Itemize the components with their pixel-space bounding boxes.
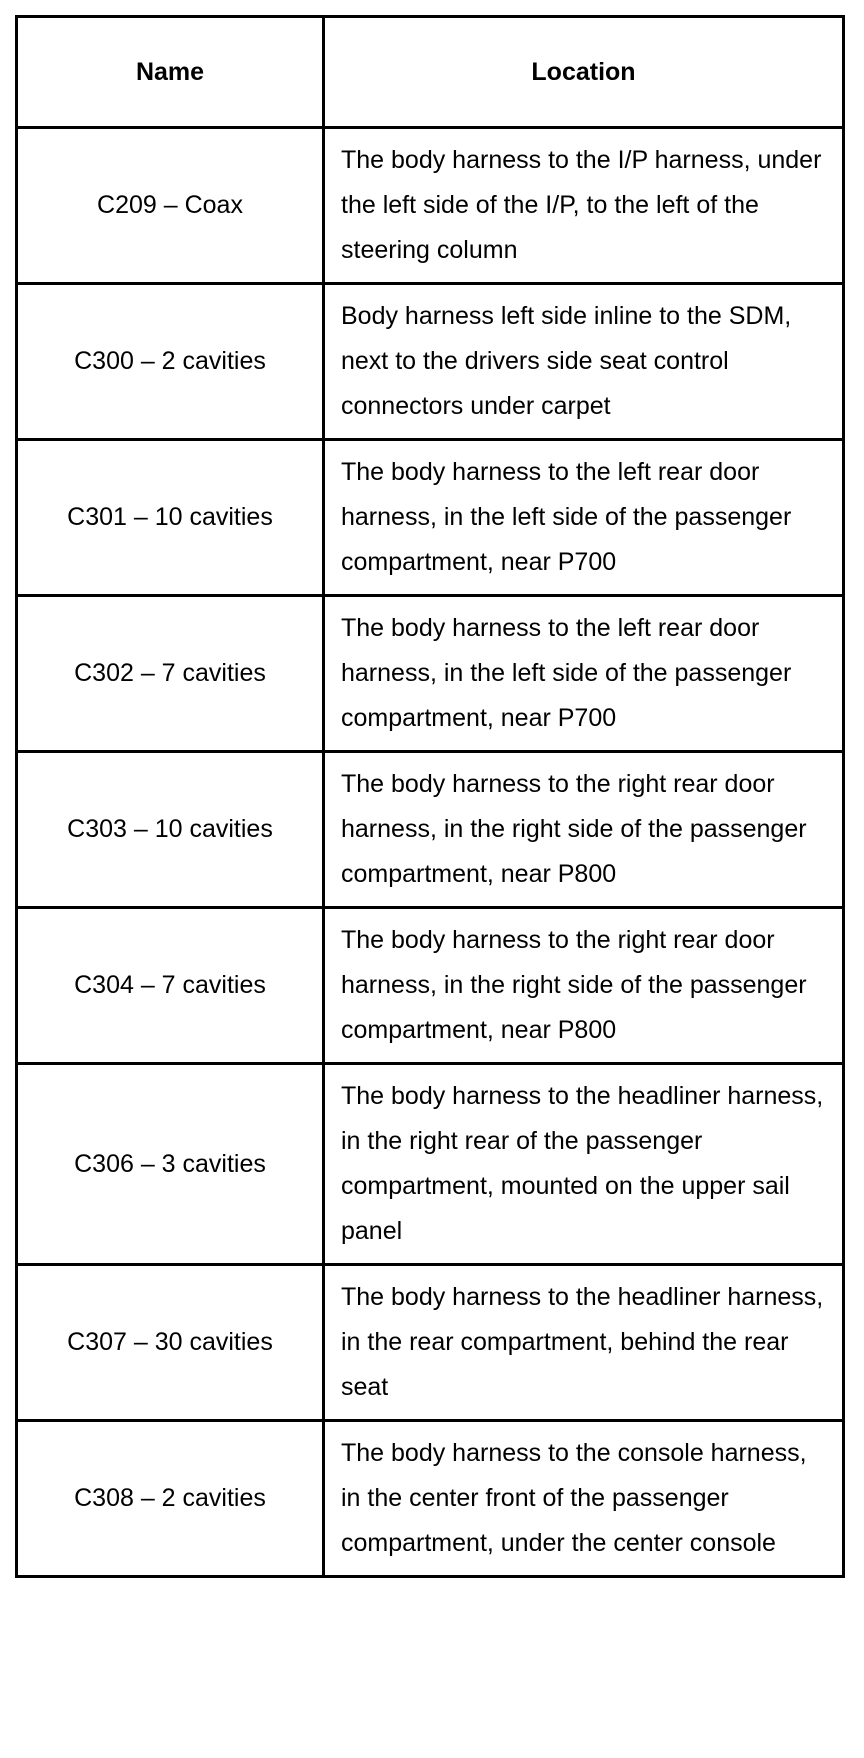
connector-name-cell: C301 – 10 cavities: [17, 440, 324, 596]
table-header-row: [17, 17, 844, 128]
connector-name-cell: C300 – 2 cavities: [17, 284, 324, 440]
table-row: [17, 128, 844, 284]
connector-name-cell: C306 – 3 cavities: [17, 1064, 324, 1265]
table-row: [17, 1265, 844, 1421]
table-row: [17, 284, 844, 440]
connector-name-cell: C303 – 10 cavities: [17, 752, 324, 908]
connector-name-cell: C308 – 2 cavities: [17, 1421, 324, 1577]
connector-name-cell: C307 – 30 cavities: [17, 1265, 324, 1421]
connector-location-cell: The body harness to the console harness, in the center front of the passenger compartment, under the center console: [324, 1421, 844, 1577]
connector-location-cell: The body harness to the headliner harness, in the rear compartment, behind the rear seat: [324, 1265, 844, 1421]
connector-location-cell: The body harness to the I/P harness, under the left side of the I/P, to the left of the steering column: [324, 128, 844, 284]
column-header-name: Name: [17, 17, 324, 128]
column-header-location: Location: [324, 17, 844, 128]
connector-location-cell: The body harness to the right rear door harness, in the right side of the passenger compartment, near P800: [324, 908, 844, 1064]
connector-location-cell: The body harness to the right rear door harness, in the right side of the passenger compartment, near P800: [324, 752, 844, 908]
connector-location-cell: The body harness to the headliner harness, in the right rear of the passenger compartment, mounted on the upper sail panel: [324, 1064, 844, 1265]
table-row: [17, 1421, 844, 1577]
connector-name-cell: C302 – 7 cavities: [17, 596, 324, 752]
connector-location-cell: Body harness left side inline to the SDM, next to the drivers side seat control connectors under carpet: [324, 284, 844, 440]
table-row: [17, 908, 844, 1064]
connector-location-cell: The body harness to the left rear door harness, in the left side of the passenger compartment, near P700: [324, 440, 844, 596]
table-row: [17, 1064, 844, 1265]
table-row: [17, 440, 844, 596]
connector-location-cell: The body harness to the left rear door harness, in the left side of the passenger compartment, near P700: [324, 596, 844, 752]
connector-name-cell: C304 – 7 cavities: [17, 908, 324, 1064]
connector-location-table: [15, 15, 845, 1578]
connector-name-cell: C209 – Coax: [17, 128, 324, 284]
table-row: [17, 752, 844, 908]
table-row: [17, 596, 844, 752]
